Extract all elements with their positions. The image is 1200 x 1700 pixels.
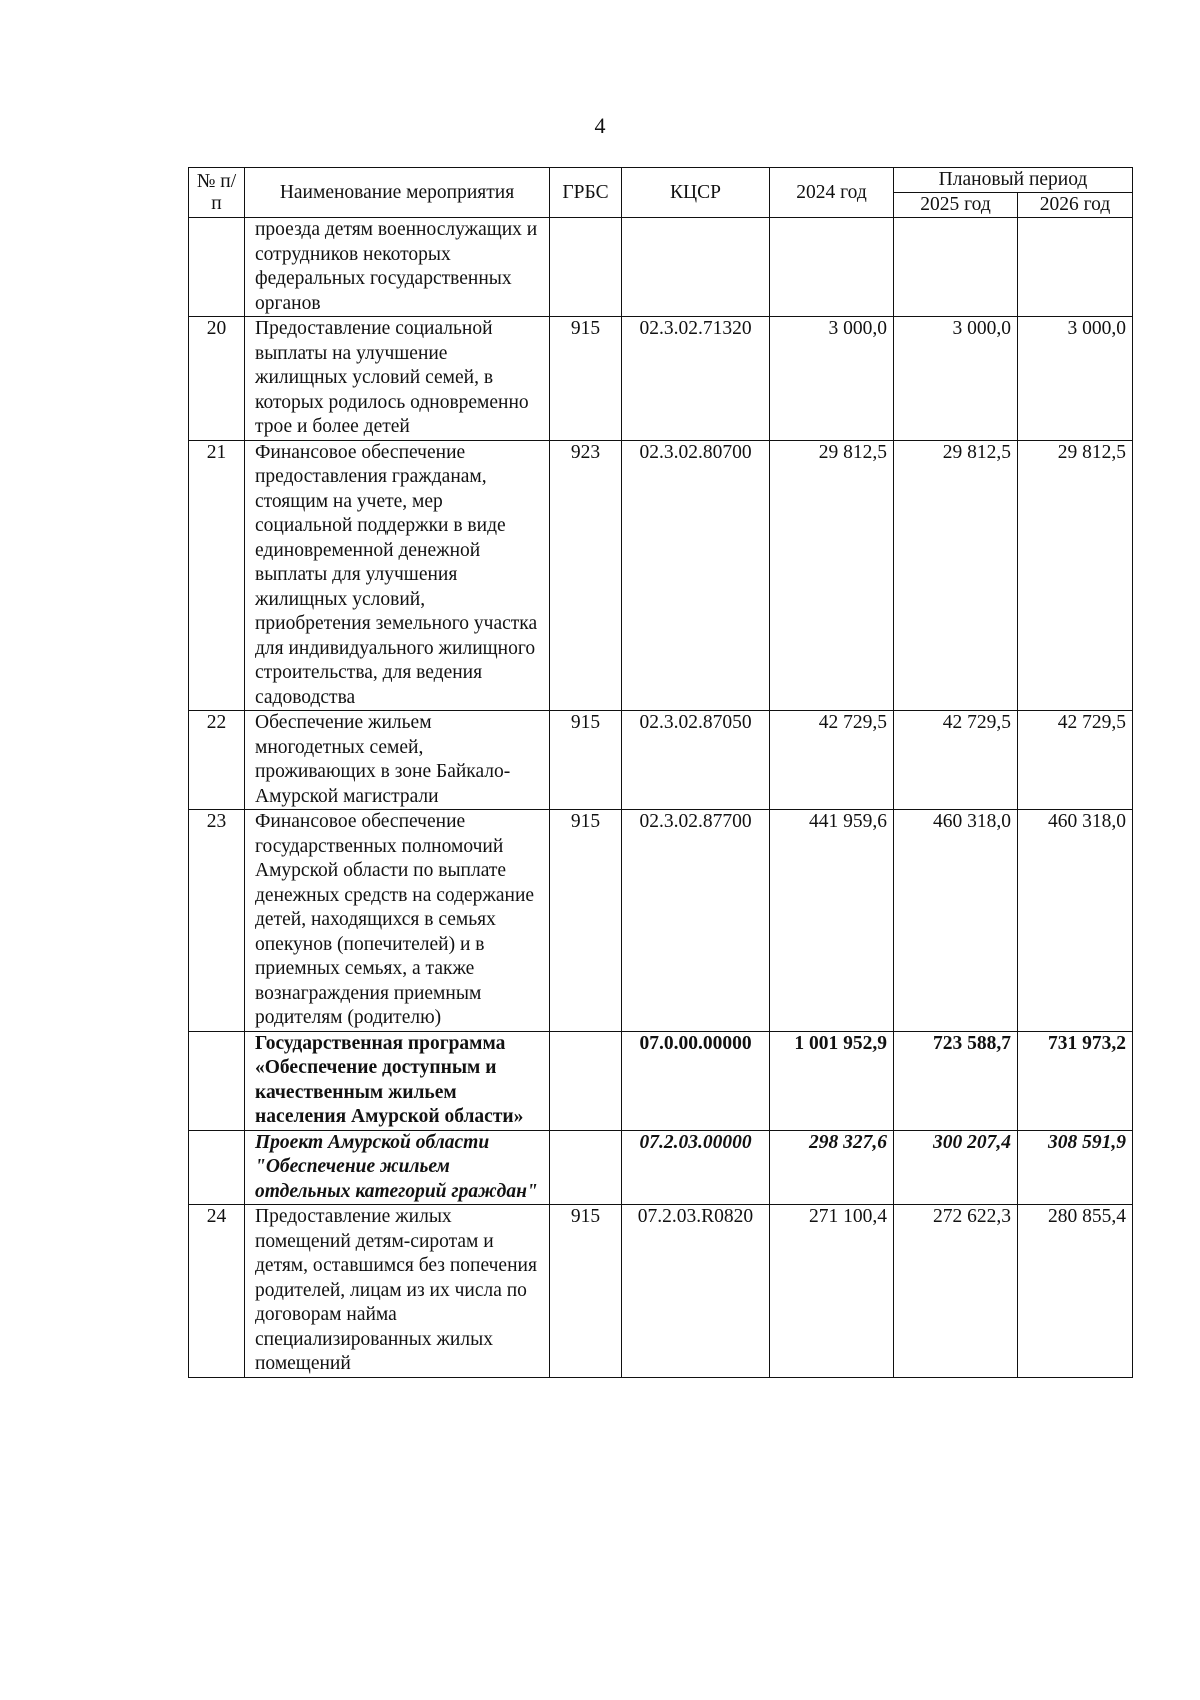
row-value-2025: 272 622,3: [894, 1205, 1018, 1378]
row-number: 22: [189, 711, 245, 810]
row-grbs: [550, 218, 622, 317]
header-2026: 2026 год: [1018, 193, 1133, 218]
row-grbs: 915: [550, 317, 622, 441]
budget-table: [188, 167, 1133, 1378]
page-number: 4: [594, 113, 606, 138]
row-value-2025: 460 318,0: [894, 810, 1018, 1032]
row-grbs: 915: [550, 1205, 622, 1378]
header-2025: 2025 год: [894, 193, 1018, 218]
table-row: [189, 810, 1133, 1032]
row-name: Проект Амурской области "Обеспечение жильем отдельных категорий граждан": [245, 1130, 550, 1205]
row-kcsr: 07.0.00.00000: [622, 1031, 770, 1130]
row-value-2026: 308 591,9: [1018, 1130, 1133, 1205]
row-value-2024: 29 812,5: [770, 440, 894, 711]
row-grbs: [550, 1130, 622, 1205]
header-grbs: ГРБС: [550, 168, 622, 218]
row-kcsr: [622, 218, 770, 317]
row-value-2026: 3 000,0: [1018, 317, 1133, 441]
row-number: 24: [189, 1205, 245, 1378]
row-value-2025: 3 000,0: [894, 317, 1018, 441]
row-grbs: 923: [550, 440, 622, 711]
row-kcsr: 02.3.02.80700: [622, 440, 770, 711]
row-kcsr: 02.3.02.87700: [622, 810, 770, 1032]
row-number: 21: [189, 440, 245, 711]
table-row: [189, 711, 1133, 810]
row-value-2024: 1 001 952,9: [770, 1031, 894, 1130]
row-value-2025: 300 207,4: [894, 1130, 1018, 1205]
row-name: Предоставление жилых помещений детям-сиротам и детям, оставшимся без попечения родителей, лицам из их числа по договорам найма специализированных жилых помещений: [245, 1205, 550, 1378]
row-kcsr: 07.2.03.R0820: [622, 1205, 770, 1378]
header-num: № п/п: [189, 168, 245, 218]
table-row: [189, 317, 1133, 441]
header-kcsr: КЦСР: [622, 168, 770, 218]
row-value-2025: 723 588,7: [894, 1031, 1018, 1130]
row-number: [189, 1031, 245, 1130]
row-name: Государственная программа «Обеспечение доступным и качественным жильем населения Амурской области»: [245, 1031, 550, 1130]
row-value-2024: 271 100,4: [770, 1205, 894, 1378]
row-value-2026: 460 318,0: [1018, 810, 1133, 1032]
row-value-2024: 42 729,5: [770, 711, 894, 810]
row-value-2025: [894, 218, 1018, 317]
row-value-2026: [1018, 218, 1133, 317]
row-number: 20: [189, 317, 245, 441]
row-name: Предоставление социальной выплаты на улучшение жилищных условий семей, в которых родилось одновременно трое и более детей: [245, 317, 550, 441]
row-value-2024: 441 959,6: [770, 810, 894, 1032]
row-number: 23: [189, 810, 245, 1032]
table-row: [189, 218, 1133, 317]
row-kcsr: 07.2.03.00000: [622, 1130, 770, 1205]
table-row: [189, 440, 1133, 711]
row-value-2026: 29 812,5: [1018, 440, 1133, 711]
row-kcsr: 02.3.02.71320: [622, 317, 770, 441]
row-number: [189, 1130, 245, 1205]
header-planned-period: Плановый период: [894, 168, 1133, 193]
row-value-2025: 29 812,5: [894, 440, 1018, 711]
header-name: Наименование мероприятия: [245, 168, 550, 218]
row-value-2024: 298 327,6: [770, 1130, 894, 1205]
table-row: [189, 1031, 1133, 1130]
row-number: [189, 218, 245, 317]
row-name: Обеспечение жильем многодетных семей, проживающих в зоне Байкало-Амурской магистрали: [245, 711, 550, 810]
row-grbs: [550, 1031, 622, 1130]
table-row: [189, 1130, 1133, 1205]
row-value-2026: 731 973,2: [1018, 1031, 1133, 1130]
row-name: Финансовое обеспечение государственных полномочий Амурской области по выплате денежных средств на содержание детей, находящихся в семьях опекунов (попечителей) и в приемных семьях, а также вознаграждения приемным родителям (родителю): [245, 810, 550, 1032]
row-value-2026: 42 729,5: [1018, 711, 1133, 810]
row-grbs: 915: [550, 810, 622, 1032]
header-2024: 2024 год: [770, 168, 894, 218]
row-value-2025: 42 729,5: [894, 711, 1018, 810]
row-value-2024: [770, 218, 894, 317]
row-grbs: 915: [550, 711, 622, 810]
table-row: [189, 1205, 1133, 1378]
row-kcsr: 02.3.02.87050: [622, 711, 770, 810]
row-name: Финансовое обеспечение предоставления гражданам, стоящим на учете, мер социальной поддержки в виде единовременной денежной выплаты для улучшения жилищных условий, приобретения земельного участка для индивидуального жилищного строительства, для ведения садоводства: [245, 440, 550, 711]
row-name: проезда детям военнослужащих и сотрудников некоторых федеральных государственных органов: [245, 218, 550, 317]
row-value-2024: 3 000,0: [770, 317, 894, 441]
row-value-2026: 280 855,4: [1018, 1205, 1133, 1378]
